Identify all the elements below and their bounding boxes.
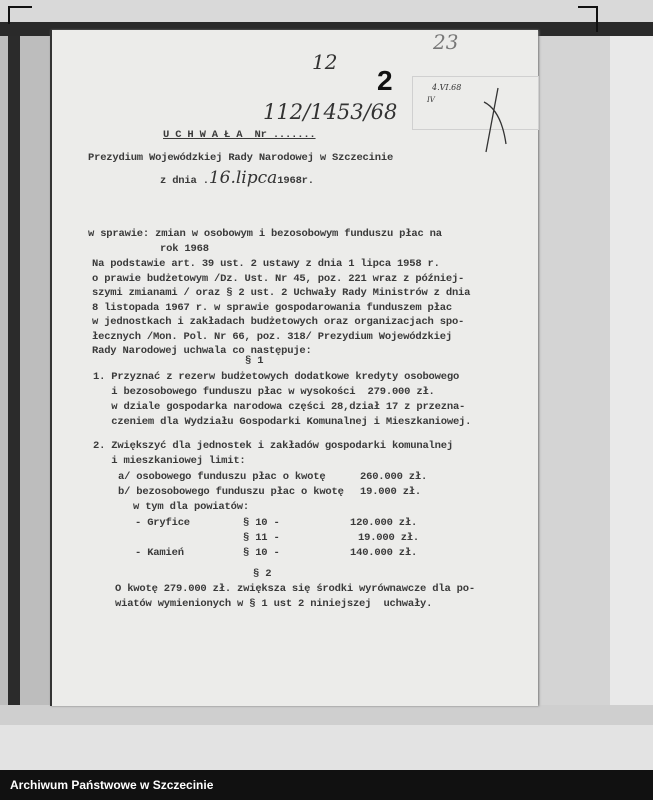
- district-intro: w tym dla powiatów:: [133, 501, 249, 513]
- resolution-number: 112/1453/68: [263, 100, 398, 124]
- limit-label: b/ bezosobowego funduszu płac o kwotę: [118, 486, 344, 498]
- limit-label: a/ osobowego funduszu płac o kwotę: [118, 471, 326, 483]
- district-amount: 140.000 zł.: [350, 547, 418, 559]
- scan-background-bottom-light: [0, 725, 653, 770]
- preamble-line: szymi zmianami / oraz § 2 ust. 2 Uchwały Rady Ministrów z dnia: [92, 287, 471, 299]
- limit-amount: 19.000 zł.: [360, 486, 422, 498]
- date-handwritten: 16.lipca: [208, 168, 278, 188]
- limit-amount: 260.000 zł.: [360, 471, 428, 483]
- item-1-line: w dziale gospodarka narodowa części 28,dział 17 z przezna-: [93, 401, 466, 413]
- scan-shadow-left: [8, 36, 20, 711]
- preamble-line: Na podstawie art. 39 ust. 2 ustawy z dnia 1 lipca 1958 r.: [92, 258, 440, 270]
- district-name: - Kamień: [135, 547, 184, 559]
- date-prefix: z dnia .: [160, 175, 209, 187]
- document-title: U C H W A Ł A Nr .......: [163, 129, 316, 141]
- district-section: § 10 -: [243, 547, 280, 559]
- date-line: [160, 170, 314, 188]
- closing-line: O kwotę 279.000 zł. zwiększa się środki wyrównawcze dla po-: [115, 583, 475, 595]
- district-amount: 19.000 zł.: [358, 532, 420, 544]
- district-amount: 120.000 zł.: [350, 517, 418, 529]
- annotation-23: 23: [433, 30, 459, 54]
- item-1-line: 1. Przyznać z rezerw budżetowych dodatkowe kredyty osobowego: [93, 371, 460, 383]
- district-name: - Gryfice: [135, 517, 190, 529]
- issuer: Prezydium Wojewódzkiej Rady Narodowej w Szczecinie: [88, 152, 394, 164]
- annotation-12: 12: [312, 50, 338, 74]
- district-section: § 11 -: [243, 532, 280, 544]
- annotation-date: 4.VI.68: [432, 83, 462, 92]
- subject-line-1: w sprawie: zmian w osobowym i bezosobowym funduszu płac na: [88, 228, 442, 240]
- section-1-heading: § 1: [245, 355, 264, 367]
- preamble-line: łecznych /Mon. Pol. Nr 66, poz. 318/ Prezydium Wojewódzkiej: [92, 330, 452, 343]
- date-suffix: 1968r.: [277, 175, 314, 187]
- preamble-line: Rady Narodowej uchwala co następuje:: [92, 345, 312, 357]
- item-2-line: 2. Zwiększyć dla jednostek i zakładów gospodarki komunalnej: [93, 440, 453, 452]
- annotation-roman: IV: [427, 96, 435, 104]
- preamble-line: 8 listopada 1967 r. w sprawie gospodarowania funduszem płac: [92, 301, 452, 314]
- item-1-line: i bezosobowego funduszu płac w wysokości 279.000 zł.: [93, 386, 435, 398]
- preamble-line: o prawie budżetowym /Dz. Ust. Nr 45, poz. 221 wraz z później-: [92, 272, 465, 285]
- preamble-line: w jednostkach i zakładach budżetowych oraz organizacjach spo-: [92, 316, 465, 328]
- district-section: § 10 -: [243, 517, 280, 529]
- item-2-line: i mieszkaniowej limit:: [93, 455, 246, 467]
- crop-mark-left: [8, 6, 32, 24]
- archive-caption: Archiwum Państwowe w Szczecinie: [10, 778, 214, 792]
- section-2-heading: § 2: [253, 568, 272, 580]
- item-1-line: czeniem dla Wydziału Gospodarki Komunalnej i Mieszkaniowej.: [93, 416, 472, 428]
- signature-mark: [480, 86, 510, 156]
- scan-background-right: [610, 36, 653, 711]
- crop-mark-right: [578, 6, 598, 32]
- closing-line: wiatów wymienionych w § 1 ust 2 niniejszej uchwały.: [115, 597, 433, 610]
- page-number: 2: [377, 65, 393, 96]
- subject-line-2: rok 1968: [160, 243, 209, 255]
